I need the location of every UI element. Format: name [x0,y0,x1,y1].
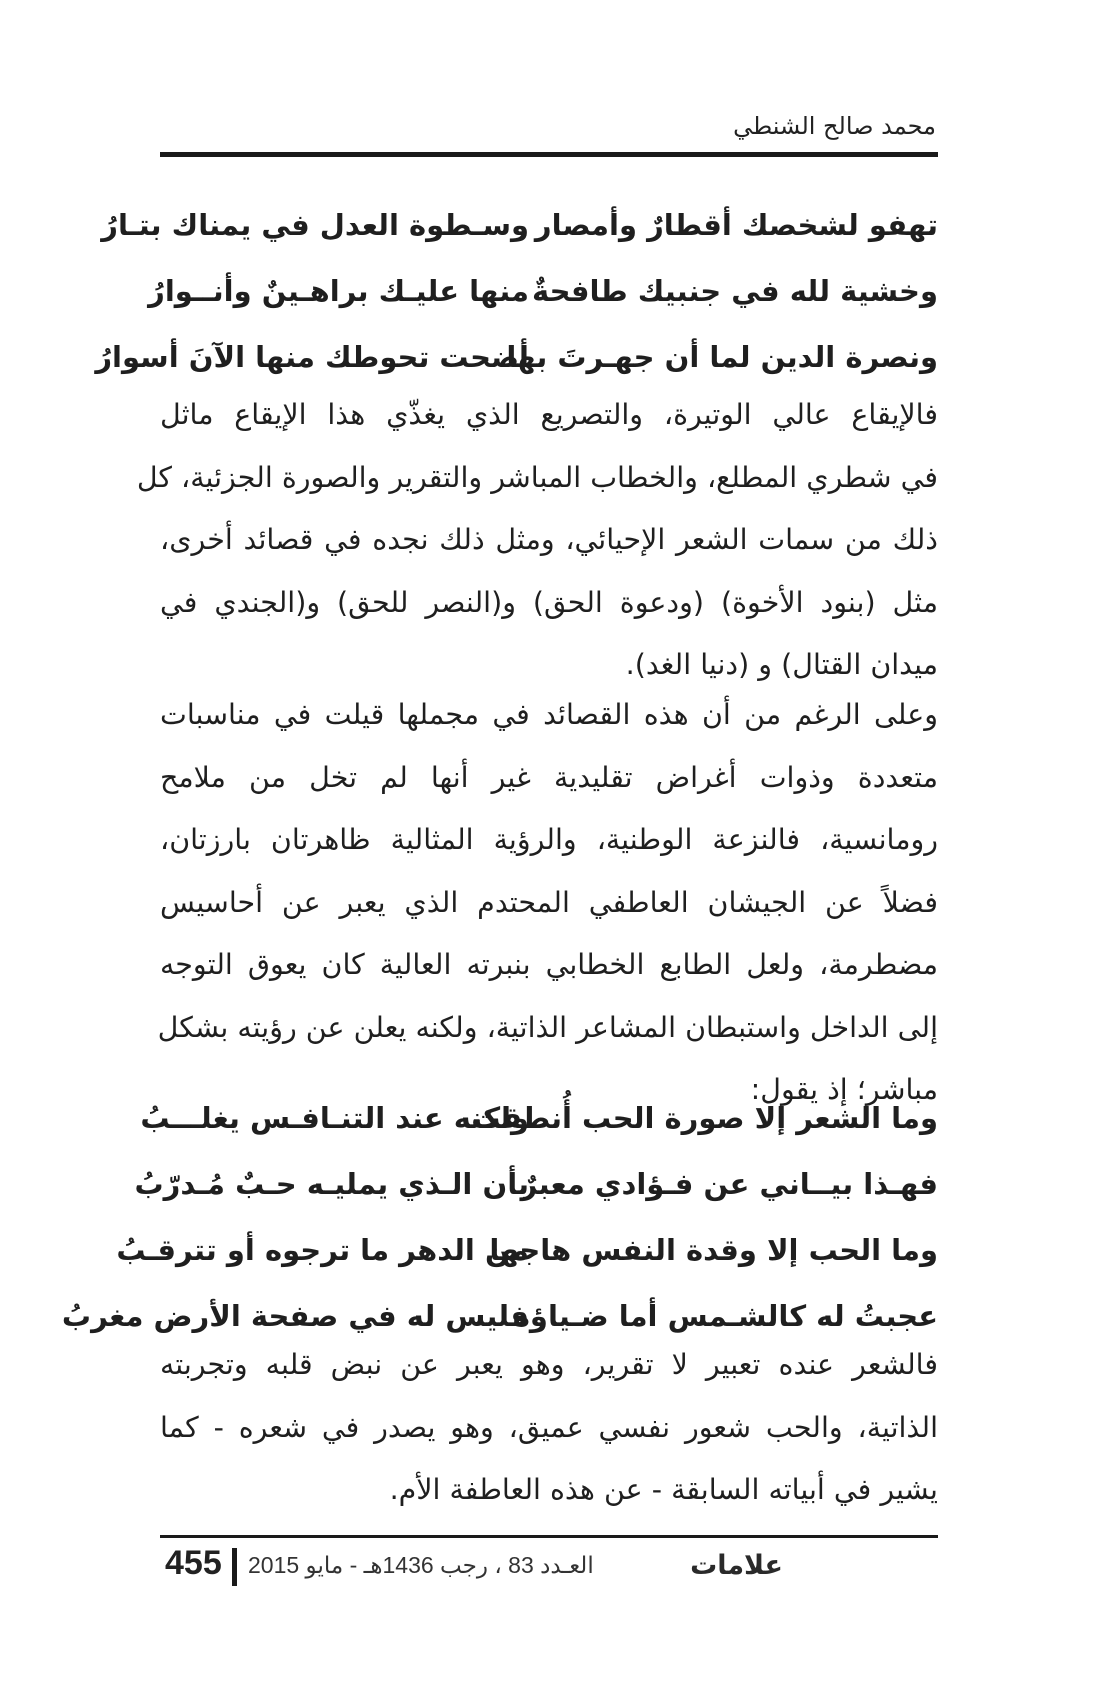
first-hemistich: وما الحب إلا وقدة النفس هاجها [489,1233,938,1267]
second-hemistich: بأن الـذي يمليـه حـبٌ مُـدرّبُ [134,1167,529,1201]
text-line: مباشر؛ إذ يقول: [750,1073,938,1106]
text-line: الذاتية، والحب شعور نفسي عميق، وهو يصدر في شعره - كما [160,1410,938,1444]
paragraph-2 [157,684,938,1122]
first-hemistich: تهفو لشخصك أقطارٌ وأمصار [534,208,938,242]
second-hemistich: من الدهر ما ترجوه أو تترقـبُ [116,1233,529,1267]
text-line: فالإيقاع عالي الوتيرة، والتصريع الذي يغذّي هذا الإيقاع ماثل [160,398,938,431]
second-hemistich: أضحت تحوطك منها الآنَ أسوارُ [95,340,529,374]
issue-info: العـدد 83 ، رجب 1436هـ - مايو 2015 [248,1552,594,1578]
header-rule [160,152,938,157]
first-hemistich: وخشية لله في جنبيك طافحةٌ [532,274,938,308]
verse-line [101,192,938,258]
text-line: فضلاً عن الجيشان العاطفي المحتدم الذي يعبر عن أحاسيس [160,885,938,919]
text-line: مضطرمة، ولعل الطابع الخطابي بنبرته العالية كان يعوق التوجه [160,948,938,981]
verse-line [134,1151,938,1217]
second-hemistich: ولكنه عند التنـافـس يغلـــبُ [140,1101,529,1135]
verse-line [148,258,938,324]
text-line: رومانسية، فالنزعة الوطنية، والرؤية المثالية ظاهرتان بارزتان، [160,823,938,856]
poem-block-1 [95,192,938,390]
page-number: 455 [165,1544,222,1582]
text-line: إلى الداخل واستبطان المشاعر الذاتية، ولكنه يعلن عن رؤيته بشكل [157,1010,938,1044]
first-hemistich: ونصرة الدين لما أن جهـرتَ بها [506,340,938,374]
verse-line [95,324,938,390]
first-hemistich: فهـذا بيــاني عن فـؤادي معبرٌ [520,1167,938,1201]
page-footer [160,1542,938,1592]
footer-separator [232,1548,237,1586]
paragraph-3 [160,1334,938,1522]
first-hemistich: وما الشعر إلا صورة الحب أُنطقت [471,1101,938,1135]
text-line: متعددة وذوات أغراض تقليدية غير أنها لم تخل من ملامح [160,760,938,794]
poem-block-2 [61,1085,938,1349]
paragraph-1 [136,384,938,697]
second-hemistich: وسـطوة العدل في يمناك بتـارُ [101,208,529,242]
text-line: وعلى الرغم من أن هذه القصائد في مجملها قيلت في مناسبات [160,698,938,731]
text-line: ميدان القتال) و (دنيا الغد). [625,648,938,681]
text-line: في شطري المطلع، والخطاب المباشر والتقرير والصورة الجزئية، كل [136,460,938,494]
text-line: مثل (بنود الأخوة) (ودعوة الحق) و(النصر للحق) و(الجندي في [160,585,938,619]
text-line: فالشعر عنده تعبير لا تقرير، وهو يعبر عن نبض قلبه وتجربته [160,1348,938,1381]
running-header-author: محمد صالح الشنطي [733,112,936,140]
footer-rule [160,1535,938,1538]
text-line: ذلك من سمات الشعر الإحيائي، ومثل ذلك نجده في قصائد أخرى، [160,523,938,556]
first-hemistich: عجبتُ له كالشـمس أما ضـياؤه [512,1299,938,1333]
second-hemistich: فليس له في صفحة الأرض مغربُ [61,1299,529,1333]
journal-logo: علامات [690,1550,783,1581]
verse-line [140,1085,938,1151]
second-hemistich: منها عليـك براهـينٌ وأنــوارُ [148,274,529,308]
text-line: يشير في أبياته السابقة - عن هذه العاطفة الأم. [389,1473,938,1506]
verse-line [116,1217,938,1283]
